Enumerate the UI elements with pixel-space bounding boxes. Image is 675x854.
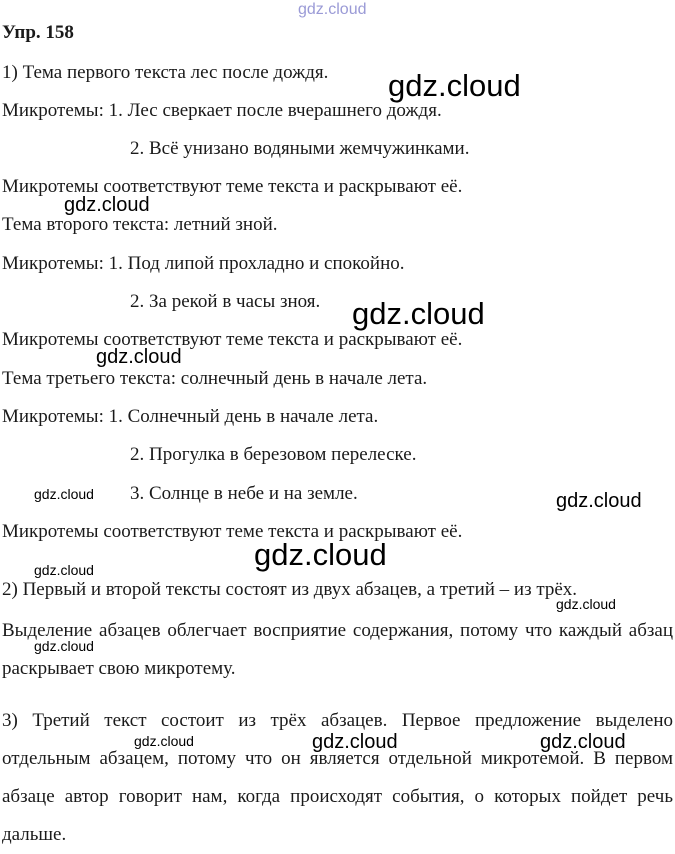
text-line-6: Микротемы: 1. Под липой прохладно и спокойно. <box>2 253 405 274</box>
text-line-7: 2. За рекой в часы зноя. <box>130 291 321 312</box>
paragraph-3: 3) Третий текст состоит из трёх абзацев. Первое предложение выделено отдельным абзацем, потому что он является отдельной микротемой. В первом абзаце автор говорит нам, когда происходят события, о которых пойдет речь дальше. <box>2 710 673 845</box>
watermark: gdz.cloud <box>134 733 194 749</box>
watermark: gdz.cloud <box>388 68 521 103</box>
paragraph-2: Выделение абзацев облегчает восприятие содержания, потому что каждый абзац раскрывает свою микротему. <box>2 620 673 679</box>
text-line-8: Микротемы соответствуют теме текста и раскрывают её. <box>2 329 463 350</box>
watermark: gdz.cloud <box>352 296 485 331</box>
watermark: gdz.cloud <box>34 562 94 578</box>
text-line-4: Микротемы соответствуют теме текста и раскрывают её. <box>2 176 463 197</box>
text-line-12: 3. Солнце в небе и на земле. <box>130 483 358 504</box>
text-line-5: Тема второго текста: летний зной. <box>2 214 278 235</box>
text-line-14: 2) Первый и второй тексты состоят из двух абзацев, а третий – из трёх. <box>2 579 578 600</box>
text-line-1: 1) Тема первого текста лес после дождя. <box>2 62 329 83</box>
text-line-2: Микротемы: 1. Лес сверкает после вчерашнего дождя. <box>2 100 442 121</box>
watermark: gdz.cloud <box>556 596 616 612</box>
watermark: gdz.cloud <box>254 537 387 572</box>
text-line-13: Микротемы соответствуют теме текста и раскрывают её. <box>2 521 463 542</box>
watermark: gdz.cloud <box>312 731 398 753</box>
text-line-9: Тема третьего текста: солнечный день в начале лета. <box>2 368 428 389</box>
watermark: gdz.cloud <box>64 194 150 216</box>
watermark: gdz.cloud <box>96 346 182 368</box>
text-line-3: 2. Всё унизано водяными жемчужинками. <box>130 138 470 159</box>
watermark: gdz.cloud <box>34 486 94 502</box>
text-line-11: 2. Прогулка в березовом перелеске. <box>130 444 417 465</box>
watermark: gdz.cloud <box>540 731 626 753</box>
text-line-10: Микротемы: 1. Солнечный день в начале лета. <box>2 406 379 427</box>
exercise-title: Упр. 158 <box>2 22 74 43</box>
watermark: gdz.cloud <box>34 638 94 654</box>
watermark-top: gdz.cloud <box>298 1 367 18</box>
watermark: gdz.cloud <box>556 490 642 512</box>
